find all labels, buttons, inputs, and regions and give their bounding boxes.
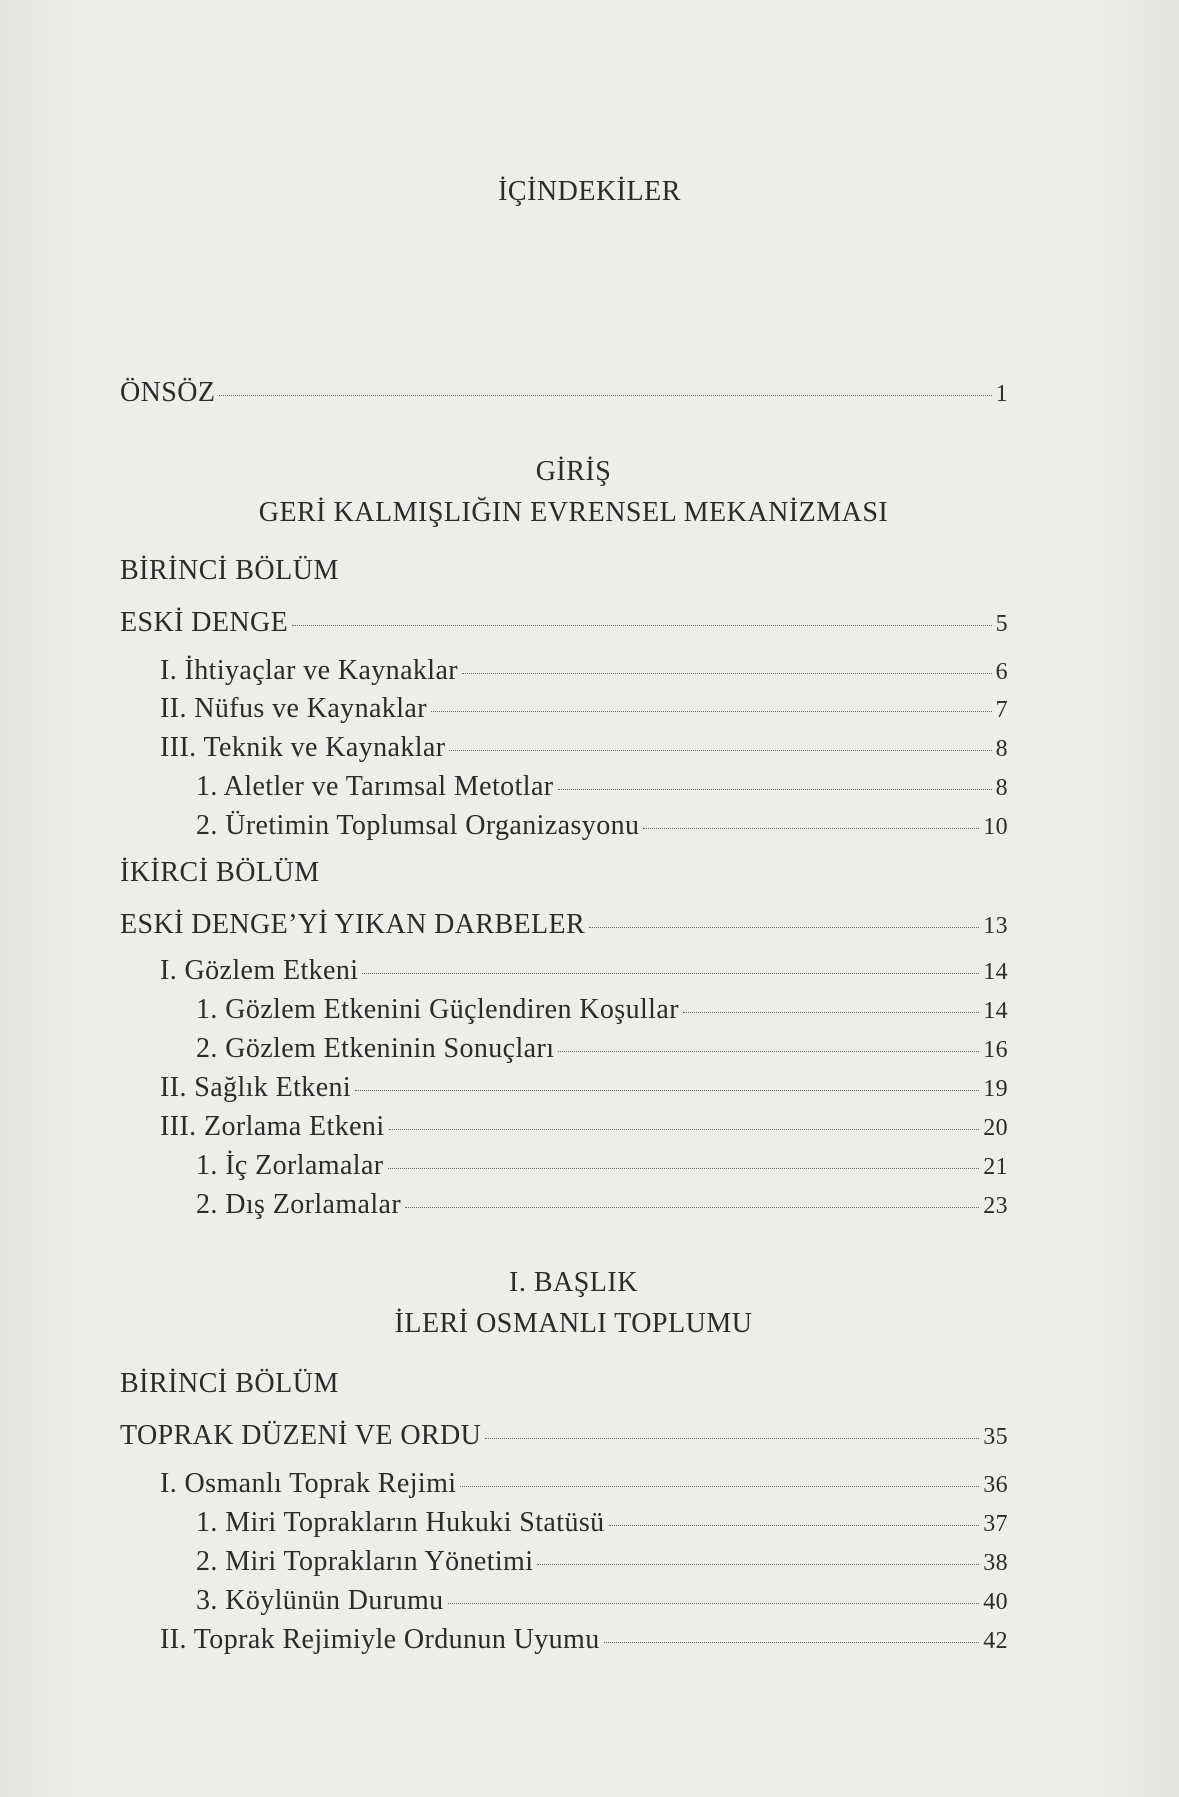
toc-entry xyxy=(160,1072,1008,1104)
dot-leader xyxy=(449,750,991,751)
entry-page: 38 xyxy=(983,1550,1008,1576)
entry-page: 8 xyxy=(995,736,1008,762)
entry-page: 36 xyxy=(983,1472,1008,1498)
entry-label: II. Sağlık Etkeni xyxy=(160,1072,352,1103)
entry-page: 42 xyxy=(983,1628,1008,1654)
chapter-heading: İKİRCİ BÖLÜM xyxy=(120,857,320,888)
toc-subentry xyxy=(196,771,1008,803)
entry-label: I. Osmanlı Toprak Rejimi xyxy=(160,1468,457,1499)
entry-label: II. Toprak Rejimiyle Ordunun Uyumu xyxy=(160,1624,600,1655)
entry-label: III. Teknik ve Kaynaklar xyxy=(160,732,446,763)
entry-label: TOPRAK DÜZENİ VE ORDU xyxy=(120,1420,482,1451)
dot-leader xyxy=(589,927,979,928)
entry-label: 2. Gözlem Etkeninin Sonuçları xyxy=(196,1033,555,1064)
entry-page: 14 xyxy=(983,959,1008,985)
chapter-heading: BİRİNCİ BÖLÜM xyxy=(120,555,339,586)
toc-subentry xyxy=(196,1585,1008,1617)
part-title: I. BAŞLIK xyxy=(509,1267,638,1298)
entry-label: 1. Aletler ve Tarımsal Metotlar xyxy=(196,771,554,802)
toc-title: İÇİNDEKİLER xyxy=(498,176,681,207)
entry-page: 8 xyxy=(995,775,1008,801)
intro-title: GİRİŞ xyxy=(535,456,612,487)
toc-entry xyxy=(160,1111,1008,1143)
toc-section xyxy=(120,607,1008,639)
entry-page: 7 xyxy=(995,697,1008,723)
dot-leader xyxy=(609,1525,980,1526)
dot-leader xyxy=(537,1564,979,1565)
toc-entry xyxy=(160,1468,1008,1500)
part-subtitle: İLERİ OSMANLI TOPLUMU xyxy=(394,1308,753,1339)
entry-label: 1. İç Zorlamalar xyxy=(196,1150,384,1181)
entry-label: 2. Miri Toprakların Yönetimi xyxy=(196,1546,534,1577)
toc-entry-preface xyxy=(120,377,1008,409)
entry-page: 23 xyxy=(983,1193,1008,1219)
dot-leader xyxy=(485,1438,979,1439)
dot-leader xyxy=(460,1486,979,1487)
entry-label: 2. Üretimin Toplumsal Organizasyonu xyxy=(196,810,640,841)
dot-leader xyxy=(292,625,992,626)
toc-subentry xyxy=(196,1033,1008,1065)
entry-label: 2. Dış Zorlamalar xyxy=(196,1189,402,1220)
dot-leader xyxy=(462,673,992,674)
entry-label: ESKİ DENGE xyxy=(120,607,289,638)
entry-label: II. Nüfus ve Kaynaklar xyxy=(160,693,427,724)
entry-page: 14 xyxy=(983,998,1008,1024)
chapter-heading: BİRİNCİ BÖLÜM xyxy=(120,1368,339,1399)
toc-section xyxy=(120,1420,1008,1452)
dot-leader xyxy=(405,1207,979,1208)
dot-leader xyxy=(558,1051,979,1052)
dot-leader xyxy=(362,973,979,974)
dot-leader xyxy=(355,1090,979,1091)
intro-subtitle: GERİ KALMIŞLIĞIN EVRENSEL MEKANİZMASI xyxy=(258,497,889,528)
dot-leader xyxy=(431,711,992,712)
entry-label: 3. Köylünün Durumu xyxy=(196,1585,444,1616)
entry-page: 35 xyxy=(983,1424,1008,1450)
dot-leader xyxy=(558,789,992,790)
entry-page: 37 xyxy=(983,1511,1008,1537)
toc-subentry xyxy=(196,1150,1008,1182)
entry-page: 5 xyxy=(995,611,1008,637)
entry-label: 1. Miri Toprakların Hukuki Statüsü xyxy=(196,1507,605,1538)
entry-label: I. Gözlem Etkeni xyxy=(160,955,359,986)
entry-label: I. İhtiyaçlar ve Kaynaklar xyxy=(160,655,459,686)
entry-page: 1 xyxy=(995,381,1008,407)
entry-label: 1. Gözlem Etkenini Güçlendiren Koşullar xyxy=(196,994,679,1025)
dot-leader xyxy=(448,1603,980,1604)
entry-page: 40 xyxy=(983,1589,1008,1615)
dot-leader xyxy=(219,395,991,396)
dot-leader xyxy=(683,1012,979,1013)
toc-subentry xyxy=(196,1546,1008,1578)
toc-entry xyxy=(160,655,1008,687)
entry-page: 16 xyxy=(983,1037,1008,1063)
toc-subentry xyxy=(196,810,1008,842)
dot-leader xyxy=(604,1642,980,1643)
entry-label: III. Zorlama Etkeni xyxy=(160,1111,385,1142)
toc-subentry xyxy=(196,1507,1008,1539)
entry-page: 19 xyxy=(983,1076,1008,1102)
entry-page: 10 xyxy=(983,814,1008,840)
dot-leader xyxy=(643,828,979,829)
entry-label: ESKİ DENGE’Yİ YIKAN DARBELER xyxy=(120,909,586,940)
entry-label: ÖNSÖZ xyxy=(120,377,216,408)
entry-page: 20 xyxy=(983,1115,1008,1141)
entry-page: 21 xyxy=(983,1154,1008,1180)
dot-leader xyxy=(389,1129,980,1130)
entry-page: 6 xyxy=(995,659,1008,685)
toc-entry xyxy=(160,955,1008,987)
toc-entry xyxy=(160,693,1008,725)
toc-entry xyxy=(160,1624,1008,1656)
entry-page: 13 xyxy=(983,913,1008,939)
toc-subentry xyxy=(196,994,1008,1026)
toc-section xyxy=(120,909,1008,941)
dot-leader xyxy=(388,1168,980,1169)
toc-entry xyxy=(160,732,1008,764)
toc-subentry xyxy=(196,1189,1008,1221)
